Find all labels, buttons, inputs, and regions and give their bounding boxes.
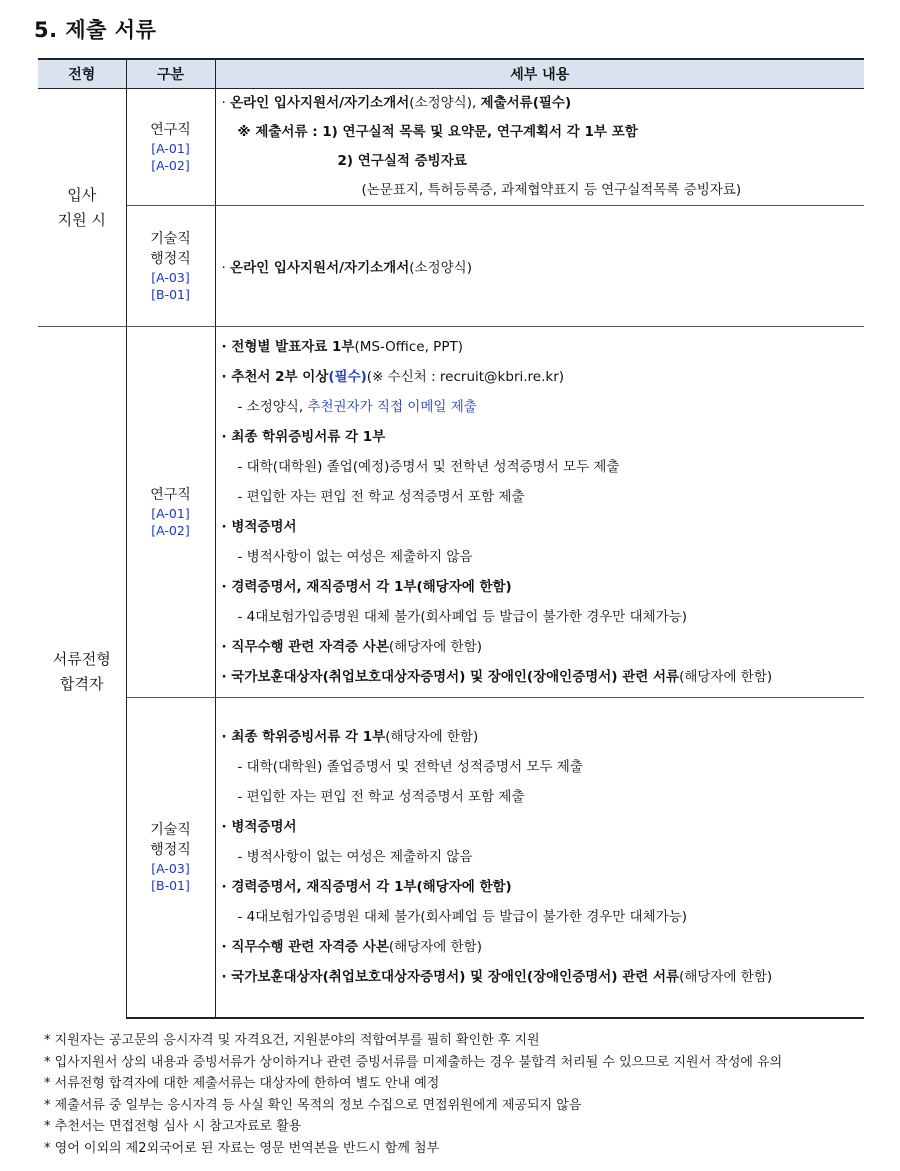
- table-row: [38, 327, 864, 698]
- line-text: · 국가보훈대상자(취업보호대상자증명서) 및 장애인(장애인증명서) 관련 서류: [221, 669, 680, 685]
- detail-line: - 편입한 자는 편입 전 학교 성적증명서 포함 제출: [237, 489, 525, 505]
- line-text: (소정양식),: [409, 95, 481, 111]
- line-text: · 최종 학위증빙서류 각 1부: [221, 729, 386, 746]
- detail-line: [222, 89, 865, 118]
- header-category: 구분: [126, 59, 215, 89]
- category-cell: [126, 698, 215, 1018]
- detail-line: · 경력증명서, 재직증명서 각 1부(해당자에 한함): [221, 579, 512, 595]
- category-label: 기술직: [150, 822, 191, 839]
- table-row: [38, 206, 864, 327]
- line-text: 제출서류(필수): [480, 95, 572, 111]
- category-cell: [126, 327, 215, 698]
- detail-cell: [215, 698, 864, 1018]
- bullet: ·: [221, 260, 231, 276]
- line-text: · 추천서 2부 이상: [221, 369, 329, 385]
- detail-line: [222, 392, 865, 422]
- table-row: [38, 89, 864, 206]
- line-text: (소정양식): [409, 260, 472, 276]
- detail-line: - 4대보험가입증명원 대체 불가(회사폐업 등 발급이 불가한 경우만 대체가능): [237, 909, 688, 926]
- detail-line: [222, 332, 865, 362]
- line-text: (해당자에 한함): [679, 669, 773, 685]
- category-label: 행정직: [150, 251, 191, 267]
- note-item: * 제출서류 중 일부는 응시자격 등 사실 확인 목적의 정보 수집으로 면접위원에게 제공되지 않음: [44, 1097, 582, 1113]
- category-code: [A-01]: [151, 141, 190, 156]
- category-code: [A-03]: [151, 270, 190, 285]
- category-cell: [126, 89, 215, 206]
- document-requirements-table: [38, 58, 864, 1019]
- detail-cell: [215, 327, 864, 698]
- detail-line: [222, 962, 865, 992]
- notes-list: [44, 1030, 782, 1159]
- type-pass: 서류전형 합격자: [38, 327, 126, 1018]
- category-cell: [126, 206, 215, 327]
- table-row: [38, 698, 864, 1018]
- detail-line: - 대학(대학원) 졸업증명서 및 전학년 성적증명서 모두 제출: [237, 759, 583, 776]
- line-text: (MS-Office, PPT): [354, 339, 463, 355]
- line-text: - 소정양식,: [237, 399, 308, 415]
- detail-line: - 병적사항이 없는 여성은 제출하지 않음: [237, 549, 473, 565]
- line-text: 온라인 입사지원서/자기소개서: [230, 260, 410, 276]
- detail-line: [222, 722, 865, 752]
- note-item: * 영어 이외의 제2외국어로 된 자료는 영문 번역본을 반드시 함께 첨부: [44, 1140, 440, 1156]
- type-apply: 입사 지원 시: [38, 89, 126, 327]
- line-text: · 직무수행 관련 자격증 사본: [221, 939, 389, 956]
- detail-line: ※ 제출서류 : 1) 연구실적 목록 및 요약문, 연구계획서 각 1부 포함: [237, 124, 638, 140]
- category-code: [B-01]: [151, 878, 190, 894]
- line-text: (해당자에 한함): [679, 969, 773, 986]
- detail-line: · 병적증명서: [221, 819, 297, 836]
- detail-line: - 4대보험가입증명원 대체 불가(회사폐업 등 발급이 불가한 경우만 대체가능): [237, 609, 688, 625]
- detail-cell: [215, 206, 864, 327]
- detail-line: [222, 662, 865, 692]
- line-text: · 직무수행 관련 자격증 사본: [221, 639, 389, 655]
- category-code: [A-02]: [151, 523, 190, 538]
- line-text: (해당자에 한함): [388, 639, 482, 655]
- category-label: 연구직: [150, 487, 191, 503]
- detail-line: [222, 932, 865, 962]
- detail-line: [222, 632, 865, 662]
- detail-line: [222, 256, 865, 276]
- detail-line: - 병적사항이 없는 여성은 제출하지 않음: [237, 849, 473, 866]
- category-label: 연구직: [150, 122, 191, 138]
- line-text: 추천권자가 직접 이메일 제출: [307, 399, 477, 415]
- detail-line: (논문표지, 특허등록증, 과제협약표지 등 연구실적목록 증빙자료): [361, 182, 742, 198]
- section-title: 5. 제출 서류: [34, 18, 157, 42]
- note-item: * 입사지원서 상의 내용과 증빙서류가 상이하거나 관련 증빙서류를 미제출하는 경우 불합격 처리될 수 있으므로 지원서 작성에 유의: [44, 1054, 783, 1070]
- line-text: (※ 수신처 : recruit@kbri.re.kr): [366, 369, 565, 385]
- detail-cell: [215, 89, 864, 206]
- detail-line: 2) 연구실적 증빙자료: [337, 153, 467, 169]
- line-text: · 국가보훈대상자(취업보호대상자증명서) 및 장애인(장애인증명서) 관련 서류: [221, 969, 680, 986]
- note-item: * 추천서는 면접전형 심사 시 참고자료로 활용: [44, 1119, 302, 1134]
- table-header-row: [38, 59, 864, 89]
- header-detail: 세부 내용: [215, 59, 864, 89]
- detail-line: - 대학(대학원) 졸업(예정)증명서 및 전학년 성적증명서 모두 제출: [237, 459, 620, 475]
- line-text: (필수): [328, 369, 367, 385]
- category-label: 기술직: [150, 231, 191, 247]
- note-item: * 지원자는 공고문의 응시자격 및 자격요건, 지원분야의 적합여부를 필히 확인한 후 지원: [44, 1033, 540, 1048]
- detail-line: · 경력증명서, 재직증명서 각 1부(해당자에 한함): [221, 879, 512, 896]
- line-text: (해당자에 한함): [388, 939, 482, 956]
- detail-line: - 편입한 자는 편입 전 학교 성적증명서 포함 제출: [237, 789, 525, 806]
- line-text: (해당자에 한함): [385, 729, 479, 746]
- category-code: [A-01]: [151, 506, 190, 521]
- category-code: [B-01]: [151, 287, 190, 302]
- line-text: 온라인 입사지원서/자기소개서: [230, 95, 410, 111]
- detail-line: [222, 362, 865, 392]
- category-code: [A-03]: [151, 861, 190, 877]
- category-label: 행정직: [150, 842, 191, 859]
- detail-line: · 병적증명서: [221, 519, 297, 535]
- line-text: · 전형별 발표자료 1부: [221, 339, 355, 355]
- header-type: 전형: [38, 59, 126, 89]
- detail-line: · 최종 학위증빙서류 각 1부: [221, 429, 386, 445]
- note-item: * 서류전형 합격자에 대한 제출서류는 대상자에 한하여 별도 안내 예정: [44, 1076, 440, 1091]
- bullet: ·: [221, 95, 231, 111]
- category-code: [A-02]: [151, 158, 190, 173]
